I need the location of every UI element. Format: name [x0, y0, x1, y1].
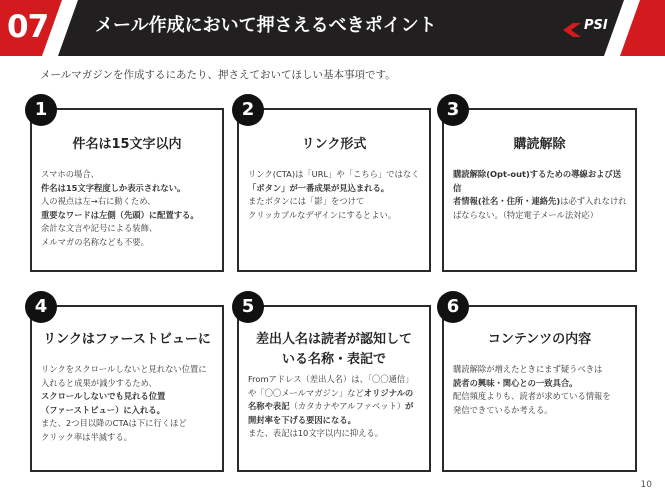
emphasis-text: 重要なワードは左側（先頭）に配置する。 [41, 209, 199, 220]
body-text: リンク(CTA)は「URL」や「こちら」ではなく [248, 169, 420, 179]
page-number: 10 [640, 480, 652, 490]
card-body-line [41, 236, 216, 250]
number-badge: 3 [437, 94, 469, 126]
card-content [442, 305, 637, 472]
number-badge: 6 [437, 291, 469, 323]
body-text: （カタカナやアルファベット） [289, 401, 406, 411]
card-body [248, 373, 423, 441]
card-body-line [248, 427, 423, 441]
card-body-line [248, 168, 423, 182]
emphasis-text: が [405, 401, 414, 411]
card-body [41, 168, 216, 249]
card-body [41, 363, 216, 444]
card-body-line [453, 404, 629, 418]
card-body-line [41, 377, 216, 391]
emphasis-text: 購読解除(Opt-out)するための導線および送信 [453, 169, 622, 193]
card-body-line [453, 209, 629, 223]
card-body-line [248, 195, 423, 209]
body-text: またボタンには「影」をつけて [248, 196, 365, 206]
body-text: ばならない。（特定電子メール法対応） [453, 209, 599, 220]
card-body-line [41, 168, 216, 182]
number-badge: 4 [25, 291, 57, 323]
card-title: 件名は15文字以内 [72, 137, 182, 152]
section-number: 07 [7, 9, 49, 45]
card-body-line [41, 209, 216, 223]
body-text: リンクをスクロールしないと見れない位置に [41, 364, 207, 374]
body-text: Fromアドレス（差出人名）は、「〇〇通信」 [248, 374, 414, 384]
body-text: や「〇〇メールマガジン」など [248, 387, 364, 398]
card-body-line [453, 195, 629, 209]
logo-text: PSI [584, 18, 608, 33]
number-badge: 2 [232, 94, 264, 126]
body-text: スマホの場合、 [41, 169, 99, 179]
card-body-line [41, 417, 216, 431]
emphasis-text: 開封率を下げる要因になる。 [248, 414, 356, 425]
card-body-line [248, 373, 423, 387]
body-text: 入れると成果が減少するため、 [41, 377, 157, 388]
card-link-format [237, 108, 431, 272]
card-body-line [248, 209, 423, 223]
card-body-line [248, 182, 423, 196]
card-title: コンテンツの内容 [487, 332, 592, 347]
card-title: 購読解除 [513, 137, 566, 152]
card-body-line [453, 168, 629, 195]
header-bar [0, 0, 665, 56]
body-text: 人の視点は左→右に動くため、 [41, 196, 156, 206]
card-title-line-2: いる名称・表記で [281, 352, 386, 367]
card-unsubscribe [442, 108, 637, 272]
emphasis-text: 読者の興味・関心との一致具合。 [453, 377, 578, 388]
emphasis-text: 「ボタン」が一番成果が見込まれる。 [248, 182, 390, 193]
emphasis-text: 者情報(社名・住所・連絡先) [453, 196, 561, 206]
card-body-line [41, 195, 216, 209]
card-title-line-1: 差出人名は読者が認知して [255, 332, 412, 347]
body-text: クリッカブルなデザインにするとよい。 [248, 209, 397, 220]
card-body-line [41, 390, 216, 404]
card-body-line [41, 222, 216, 236]
card-body-line [248, 387, 423, 401]
emphasis-text: 名称や表記 [248, 401, 290, 411]
number-badge: 1 [25, 94, 57, 126]
card-body-line [248, 414, 423, 428]
card-body [453, 363, 629, 417]
intro-text: メールマガジンを作成するにあたり、押さえておいてほしい基本事項です。 [40, 69, 396, 81]
card-title: リンク形式 [301, 137, 367, 152]
card-body-line [248, 400, 423, 414]
page-title: メール作成において押さえるべきポイント [95, 15, 437, 36]
emphasis-text: 件名は15文字程度しか表示されない。 [41, 182, 186, 193]
card-body-line [453, 377, 629, 391]
body-text: また、2つ目以降のCTAは下に行くほど [41, 418, 187, 428]
emphasis-text: （ファーストビュー）に入れる。 [41, 404, 165, 415]
card-body-line [453, 363, 629, 377]
card-subject-length [30, 108, 224, 272]
card-title: リンクはファーストビューに [43, 332, 211, 347]
body-text: また、表記は10文字以内に抑える。 [248, 428, 384, 438]
body-text: 購読解除が増えたときにまず疑うべきは [453, 364, 603, 374]
card-sender-name [237, 305, 431, 472]
card-body [248, 168, 423, 222]
body-text: 発信できているか考える。 [453, 404, 553, 415]
emphasis-text: オリジナルの [363, 387, 414, 398]
card-body-line [41, 182, 216, 196]
body-text: メルマガの名称なども不要。 [41, 236, 149, 247]
emphasis-text: スクロールしないでも見れる位置 [41, 391, 166, 401]
number-badge: 5 [232, 291, 264, 323]
body-text: 余計な文言や記号による装飾、 [41, 223, 158, 233]
card-first-view [30, 305, 224, 472]
card-body-line [41, 431, 216, 445]
card-body-line [453, 390, 629, 404]
card-body [453, 168, 629, 222]
body-text: は必ず入れなけれ [560, 196, 627, 206]
card-body-line [41, 404, 216, 418]
body-text: クリック率は半減する。 [41, 431, 132, 442]
card-body-line [41, 363, 216, 377]
body-text: 配信頻度よりも、読者が求めている情報を [453, 391, 611, 401]
